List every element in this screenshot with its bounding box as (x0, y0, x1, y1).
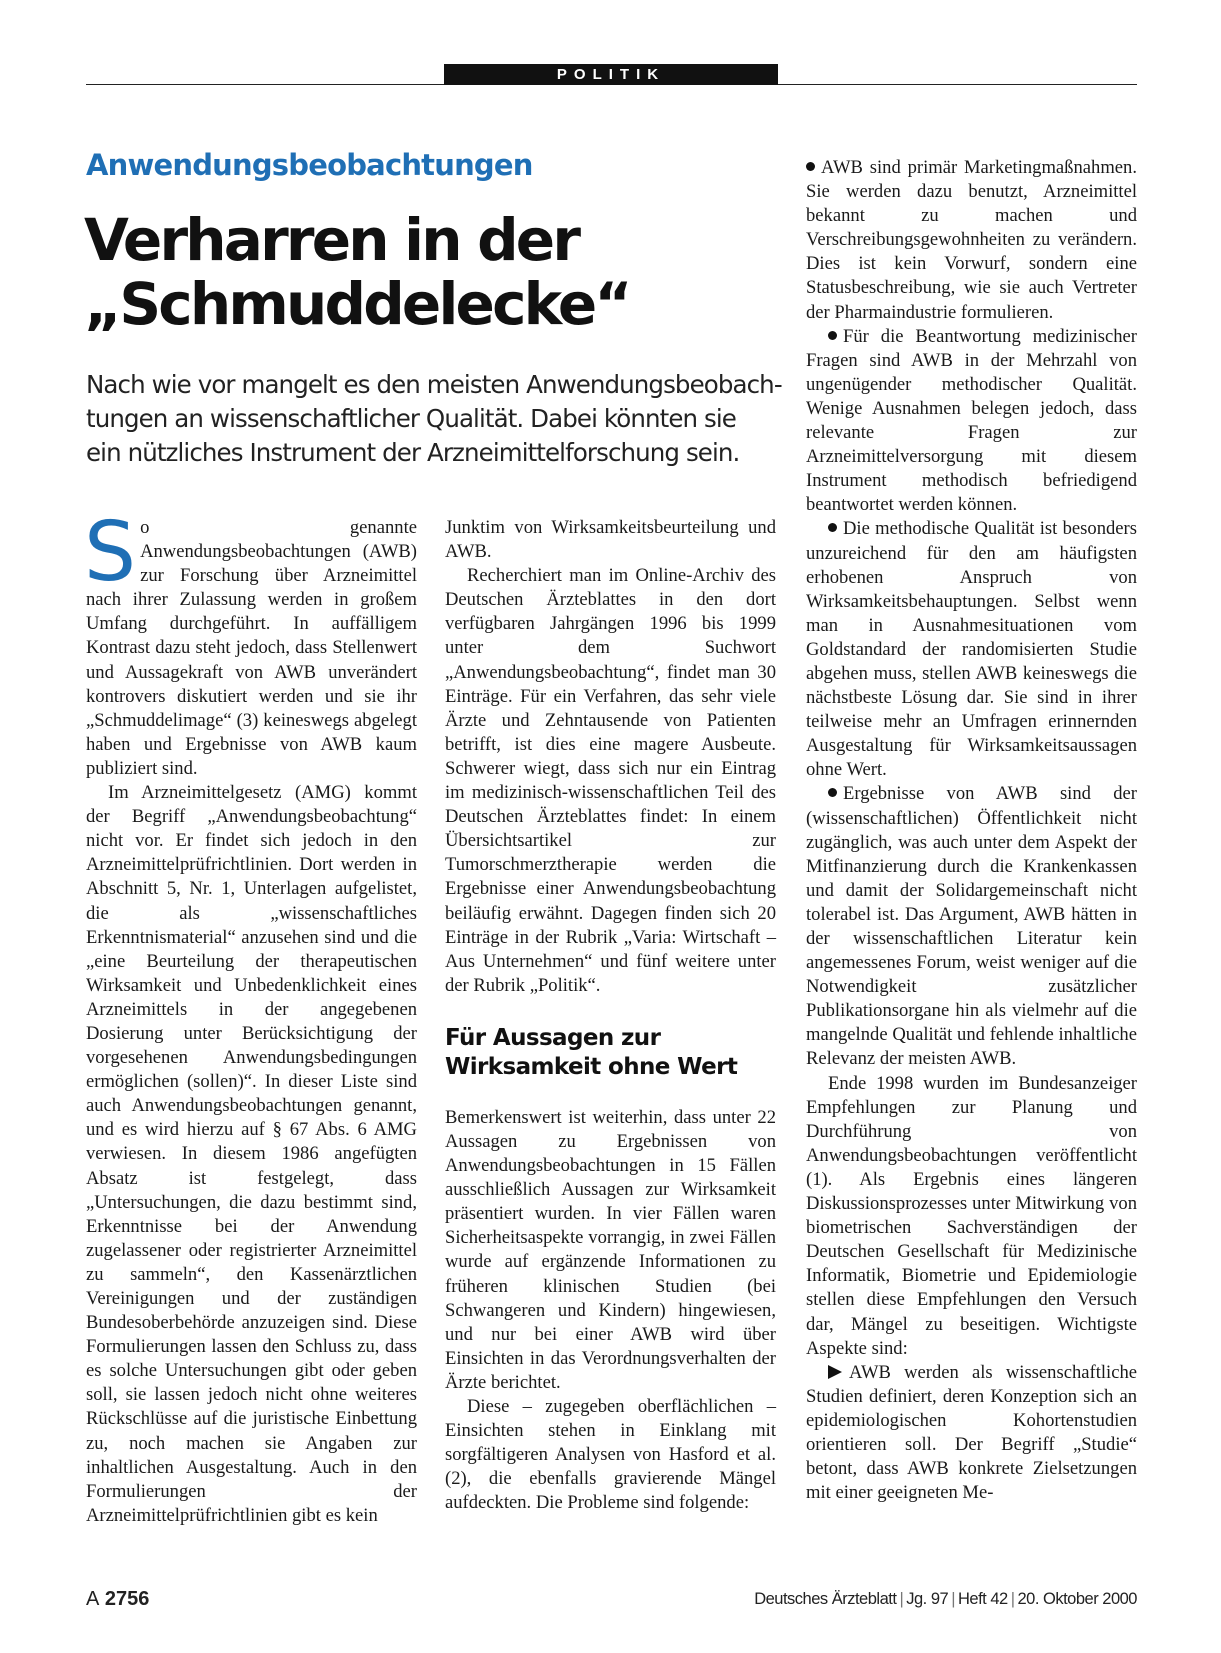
journal-date: 20. Oktober 2000 (1017, 1590, 1137, 1608)
lead-line-1: Nach wie vor mangelt es den meisten Anwendungsbeobach- (86, 370, 782, 399)
title-line-1: Verharren in der (84, 206, 579, 274)
paragraph: Im Arzneimittelgesetz (AMG) kommt der Begriff „Anwendungsbeobachtung“ nicht vor. Er findet sich jedoch in den Arzneimittelprüfrichtlinien. Dort werden in Abschnitt 5, Nr. 1, Unterlagen aufgelistet, die als „wissenschaftliches Erkenntnismaterial“ anzusehen sind und die „eine Beurteilung der therapeutischen Wirksamkeit und Unbedenklichkeit eines Arzneimittels in der angegebenen Dosierung unter Berücksichtigung der vorgesehenen Anwendungsbedingungen ermöglichen (sollen)“. In dieser Liste sind auch Anwendungsbeobachtungen genannt, und es wird hierzu auf § 67 Abs. 6 AMG verwiesen. In diesem 1986 angefügten Absatz ist festgelegt, dass „Untersuchungen, die dazu bestimmt sind, Erkenntnisse bei der Anwendung zugelassener oder registrierter Arzneimittel zu sammeln“, den Kassenärztlichen Vereinigungen und der zuständigen Bundesoberbehörde anzuzeigen sind. Diese Formulierungen lassen den Schluss zu, dass es solche Untersuchungen gibt oder geben soll, sie lassen jedoch nicht ohne weiteres Rückschlüsse auf die juristische Einbettung zu, noch machen sie Angaben zur inhaltlichen Ausgestaltung. Auch in den Formulierungen der Arzneimittelprüfrichtlinien gibt es kein (86, 782, 417, 1526)
body-column-3 (806, 156, 1137, 1505)
paragraph: Diese – zugegeben oberflächlichen – Einsichten stehen in Einklang mit sorgfältigeren Analysen von Hasford et al. (2), die ebenfalls gravierende Mängel aufdeckten. Die Probleme sind folgende: (445, 1396, 776, 1514)
page-number: A 2756 (86, 1588, 150, 1610)
bullet-dot-icon (828, 331, 837, 340)
page-footer (86, 1588, 1137, 1614)
bullet-dot-icon (828, 788, 837, 797)
triangle-bullet-item: AWB werden als wissenschaftliche Studien definiert, deren Konzeption sich an epidemiologischen Kohortenstudien orientieren soll. Der Begriff „Studie“ betont, dass AWB konkrete Zielsetzungen mit einer geeigneten Me- (806, 1361, 1137, 1504)
body-column-2 (445, 516, 776, 1515)
subheading-line-1: Für Aussagen zur (445, 1024, 661, 1051)
article-kicker: Anwendungsbeobachtungen (86, 148, 533, 182)
title-line-2: „Schmuddelecke“ (84, 270, 630, 338)
bullet-dot-icon (828, 523, 837, 532)
paragraph: So genannte Anwendungsbeobachtungen (AWB) zur Forschung über Arzneimittel nach ihrer Zulassung werden in großem Umfang durchgeführt. In auffälligem Kontrast dazu steht jedoch, dass Stellenwert und Aussagekraft von AWB unverändert kontrovers diskutiert werden und sie ihr „Schmuddelimage“ (3) keineswegs abgelegt haben und Ergebnisse von AWB kaum publiziert sind. (84, 505, 417, 779)
bullet-item: Für die Beantwortung medizinischer Fragen sind AWB in der Mehrzahl von ungenügender methodischer Qualität. Wenige Ausnahmen belegen jedoch, dass relevante Fragen zur Arzneimittelversorgung mit diesem Instrument methodisch befriedigend beantwortet werden können. (806, 325, 1137, 516)
paragraph: Junktim von Wirksamkeitsbeurteilung und AWB. (445, 517, 776, 563)
triangle-bullet-icon (828, 1365, 842, 1379)
paragraph: Ende 1998 wurden im Bundesanzeiger Empfehlungen zur Planung und Durchführung von Anwendungsbeobachtungen veröffentlicht (1). Als Ergebnis eines längeren Diskussionsprozesses unter Mitwirkung von biometrischen Sachverständigen der Deutschen Gesellschaft für Medizinische Informatik, Biometrie und Epidemiologie stellen diese Empfehlungen den Versuch dar, Mängel zu beseitigen. Wichtigste Aspekte sind: (806, 1072, 1137, 1359)
journal-name: Deutsches Ärzteblatt (754, 1590, 897, 1608)
paragraph: Bemerkenswert ist weiterhin, dass unter 22 Aussagen zu Ergebnissen von Anwendungsbeobachtungen in 15 Fällen ausschließlich Aussagen zur Wirksamkeit präsentiert wurden. In vier Fällen waren Sicherheitsaspekte vorrangig, in zwei Fällen wurde auf ergänzende Informationen zu früheren klinischen Studien (bei Schwangeren und Kindern) hingewiesen, und nur bei einer AWB wird über Einsichten in das Verordnungsverhalten der Ärzte berichtet. (445, 1106, 776, 1393)
paragraph: Recherchiert man im Online-Archiv des Deutschen Ärzteblattes in den dort verfügbaren Jahrgängen 1996 bis 1999 unter dem Suchwort „Anwendungsbeobachtung“, findet man 30 Einträge. Für ein Verfahren, das sehr viele Ärzte und Zehntausende von Patienten betrifft, ist dies eine magere Ausbeute. Schwerer wiegt, dass sich nur ein Eintrag im medizinisch-wissenschaftlichen Teil des Deutschen Ärzteblattes findet: In einem Übersichtsartikel zur Tumorschmerztherapie werden die Ergebnisse einer Anwendungsbeobachtung beiläufig erwähnt. Dagegen finden sich 20 Einträge in der Rubrik „Varia: Wirtschaft – Aus Unternehmen“ und fünf weitere unter der Rubrik „Politik“. (445, 565, 776, 996)
lead-line-2: tungen an wissenschaftlicher Qualität. Dabei könnten sie (86, 404, 736, 433)
journal-volume: Jg. 97 (906, 1590, 949, 1608)
journal-issue: Heft 42 (957, 1590, 1008, 1608)
section-label: POLITIK (444, 64, 778, 85)
body-column-1 (84, 505, 417, 1528)
bullet-item: Ergebnisse von AWB sind der (wissenschaftlichen) Öffentlichkeit nicht zugänglich, was auch unter dem Aspekt der Mitfinanzierung durch die Krankenkassen und damit der Solidargemeinschaft nicht tolerabel ist. Das Argument, AWB hätten in der wissenschaftlichen Literatur kein angemessenes Forum, weist weniger auf die Notwendigkeit zusätzlicher Publikationsorgane hin als vielmehr auf die mangelnde Qualität und fehlende inhaltliche Relevanz der meisten AWB. (806, 783, 1137, 1070)
article-title (84, 208, 630, 336)
journal-reference: Deutsches Ärzteblatt | Jg. 97 | Heft 42 | 20. Oktober 2000 (754, 1590, 1137, 1608)
subheading (445, 1024, 776, 1082)
bullet-dot-icon (806, 162, 815, 171)
drop-cap: S (84, 505, 137, 600)
lead-line-3: ein nützliches Instrument der Arzneimittelforschung sein. (86, 438, 740, 467)
bullet-item: AWB sind primär Marketingmaßnahmen. Sie werden dazu benutzt, Arzneimittel bekannt zu machen und Verschreibungsgewohnheiten zu verändern. Dies ist kein Vorwurf, sondern eine Statusbeschreibung, wie sie auch Vertreter der Pharmaindustrie formulieren. (806, 157, 1137, 323)
subheading-line-2: Wirksamkeit ohne Wert (445, 1053, 738, 1080)
bullet-item: Die methodische Qualität ist besonders unzureichend für den am häufigsten erhobenen Anspruch von Wirksamkeitsbehauptungen. Selbst wenn man in Ausnahmesituationen vom Goldstandard der randomisierten Studie abgehen muss, stellen AWB keineswegs die nächstbeste Lösung dar. Sie sind in ihrer teilweise mehr an Umfragen erinnernden Ausgestaltung für Wirksamkeitsaussagen ohne Wert. (806, 518, 1137, 781)
article-lead (86, 368, 782, 470)
